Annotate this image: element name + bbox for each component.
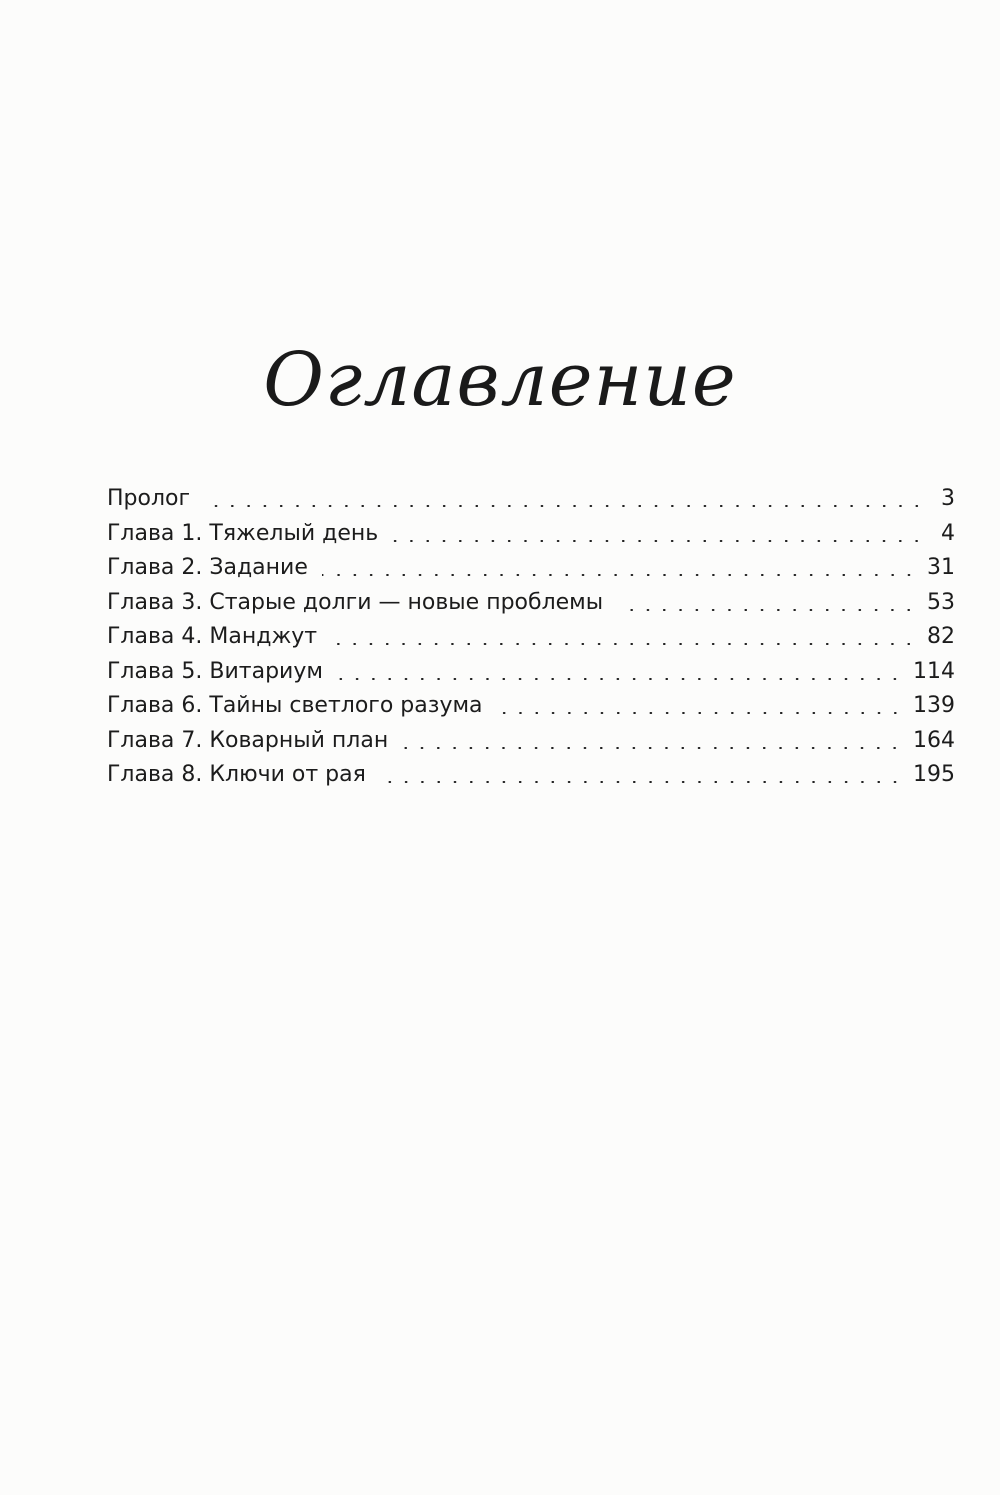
toc-entry (107, 724, 955, 759)
dot-leader (337, 678, 903, 680)
toc-entry-title: Глава 1. Тяжелый день (107, 520, 379, 546)
dot-leader (402, 747, 903, 749)
toc-entry (107, 586, 955, 621)
toc-entry-page-number: 114 (913, 658, 955, 684)
toc-entry-page-number: 3 (941, 486, 955, 511)
dot-leader (331, 643, 917, 645)
toc-entry (107, 689, 955, 724)
dot-leader (204, 505, 925, 507)
toc-entry (107, 655, 955, 690)
toc-entry-page-number: 31 (927, 555, 955, 580)
toc-entry-title: Глава 2. Задание (107, 555, 308, 580)
toc-entry-title: Пролог (107, 486, 191, 511)
dot-leader (617, 609, 917, 611)
toc-entry (107, 620, 955, 655)
toc-entry-page-number: 53 (927, 589, 955, 615)
dot-leader (392, 540, 925, 542)
page-title: Оглавление (263, 337, 737, 423)
toc-entry-page-number: 4 (941, 520, 955, 546)
toc-entry-title: Глава 3. Старые долги — новые проблемы (107, 589, 604, 615)
toc-entry (107, 758, 955, 793)
dot-leader (497, 712, 903, 714)
toc-entry-page-number: 139 (913, 693, 955, 718)
toc-entry-title: Глава 6. Тайны светлого разума (107, 693, 483, 718)
toc-entry-page-number: 82 (927, 624, 955, 649)
dot-leader (380, 781, 903, 783)
toc-entry-title: Глава 5. Витариум (107, 658, 323, 684)
toc-entry-page-number: 164 (913, 727, 955, 753)
dot-leader (322, 574, 917, 576)
table-of-contents (107, 482, 955, 793)
toc-entry (107, 551, 955, 586)
toc-entry-title: Глава 7. Коварный план (107, 727, 389, 753)
toc-entry-page-number: 195 (913, 762, 955, 787)
toc-entry-title: Глава 8. Ключи от рая (107, 762, 366, 787)
toc-entry-title: Глава 4. Манджут (107, 624, 318, 649)
toc-entry (107, 482, 955, 517)
toc-entry (107, 517, 955, 552)
